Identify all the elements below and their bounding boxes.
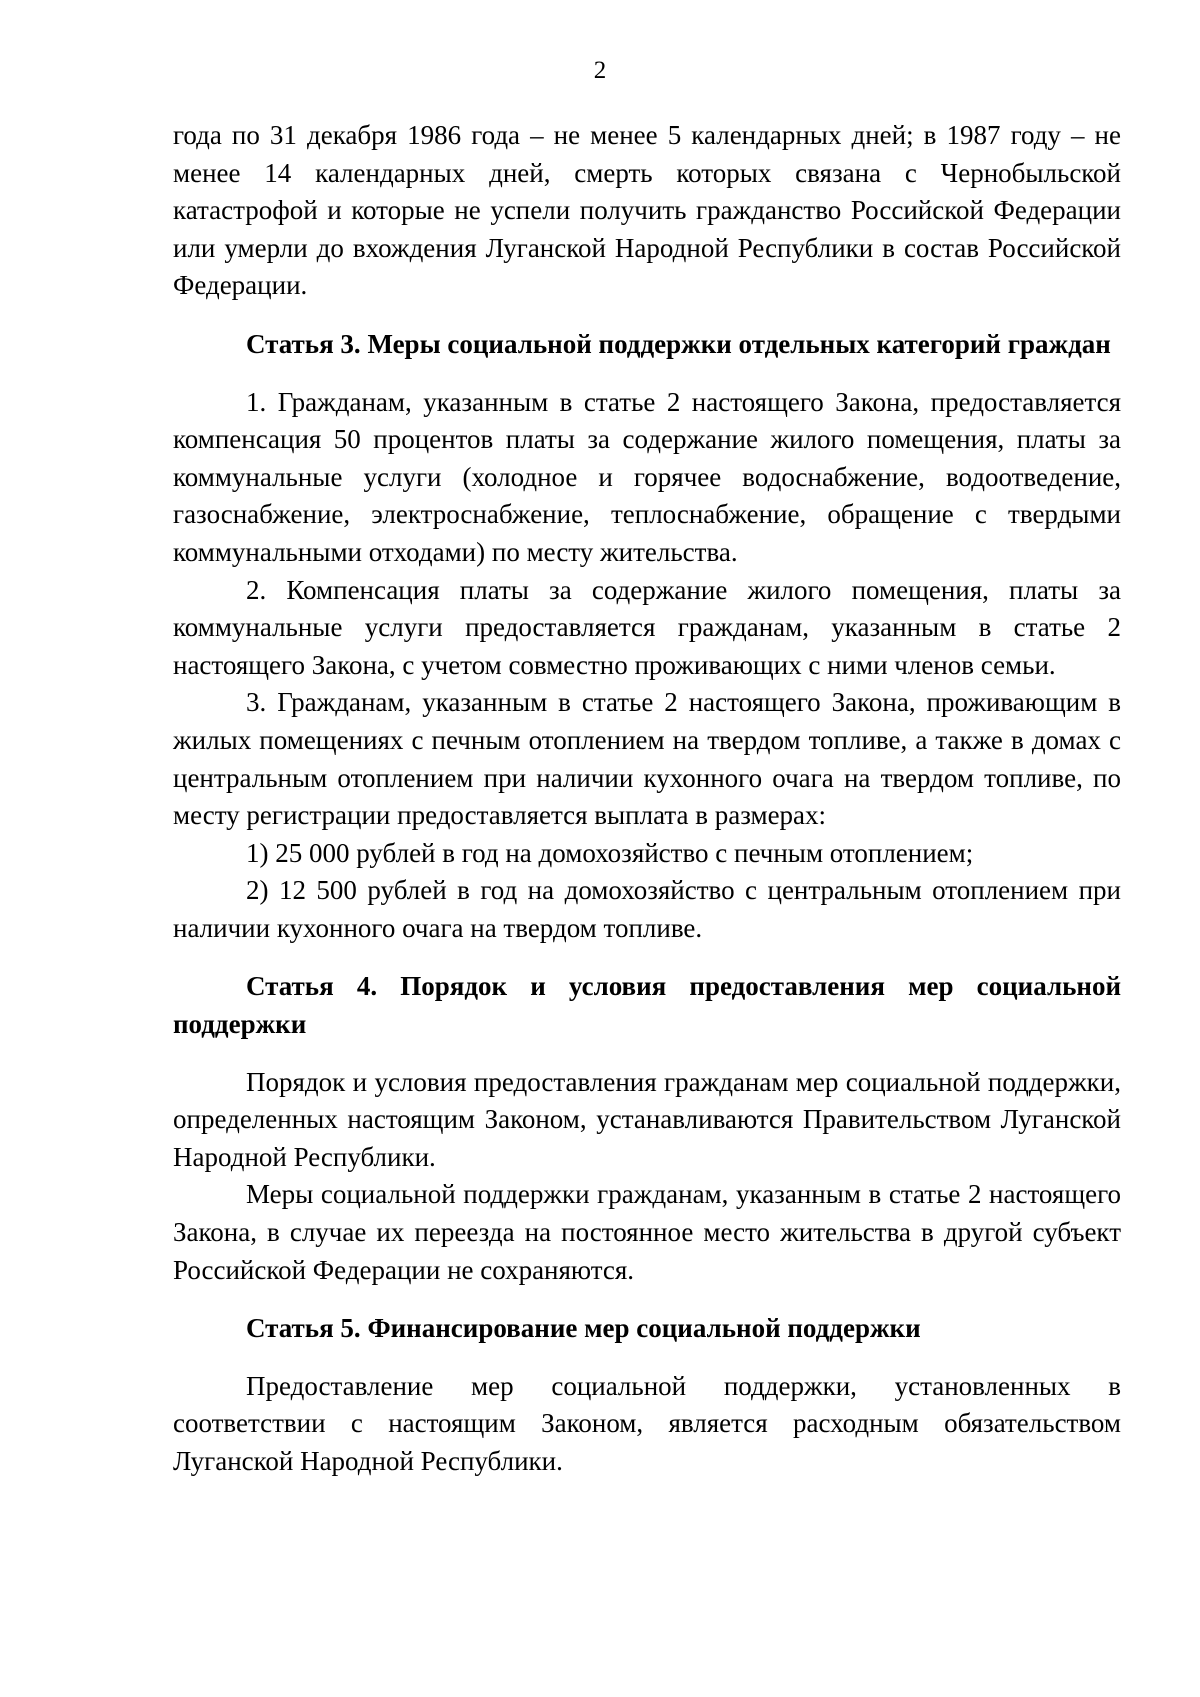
article-3-paragraph-1: 1. Гражданам, указанным в статье 2 настоящего Закона, предоставляется компенсация 50 процентов платы за содержание жилого помещения, платы за коммунальные услуги (холодное и горячее водоснабжение, водоотведение, газоснабжение, электроснабжение, теплоснабжение, обращение с твердыми коммунальными отходами) по месту жительства. bbox=[173, 386, 1121, 567]
article-5-number: Статья 5. bbox=[246, 1313, 361, 1344]
intro-paragraph: года по 31 декабря 1986 года – не менее 5 календарных дней; в 1987 году – не менее 14 календарных дней, смерть которых связана с Чернобыльской катастрофой и которые не успели получить гражданство Российской Федерации или умерли до вхождения Луганской Народной Республики в состав Российской Федерации. bbox=[173, 120, 1121, 301]
article-3-heading bbox=[173, 326, 1121, 364]
document-body bbox=[173, 117, 1121, 1481]
article-3-title: Меры социальной поддержки отдельных категорий граждан bbox=[367, 328, 1111, 359]
article-5-paragraph-1: Предоставление мер социальной поддержки, установленных в соответствии с настоящим Законом, является расходным обязательством Луганской Народной Республики. bbox=[173, 1370, 1121, 1476]
article-3-paragraph-3: 3. Гражданам, указанным в статье 2 настоящего Закона, проживающим в жилых помещениях с печным отоплением на твердом топливе, а также в домах с центральным отоплением при наличии кухонного очага на твердом топливе, по месту регистрации предоставляется выплата в размерах: bbox=[173, 687, 1121, 831]
article-3-item-1: 1) 25 000 рублей в год на домохозяйство с печным отоплением; bbox=[246, 837, 974, 868]
page-number: 2 bbox=[593, 57, 607, 84]
article-4-heading bbox=[173, 968, 1121, 1043]
article-5-title: Финансирование мер социальной поддержки bbox=[367, 1313, 921, 1344]
article-4-number: Статья 4. bbox=[246, 971, 378, 1002]
article-3-item-2: 2) 12 500 рублей в год на домохозяйство с центральным отоплением при наличии кухонного очага на твердом топливе. bbox=[173, 875, 1121, 943]
article-5-heading bbox=[173, 1310, 1121, 1348]
article-3-number: Статья 3. bbox=[246, 328, 361, 359]
article-4-paragraph-2: Меры социальной поддержки гражданам, указанным в статье 2 настоящего Закона, в случае их переезда на постоянное место жительства в другой субъект Российской Федерации не сохраняются. bbox=[173, 1179, 1121, 1285]
article-4-paragraph-1: Порядок и условия предоставления гражданам мер социальной поддержки, определенных настоящим Законом, устанавливаются Правительством Луганской Народной Республики. bbox=[173, 1066, 1121, 1172]
article-4-title: Порядок и условия предоставления мер социальной поддержки bbox=[173, 971, 1121, 1040]
article-3-paragraph-2: 2. Компенсация платы за содержание жилого помещения, платы за коммунальные услуги предоставляется гражданам, указанным в статье 2 настоящего Закона, с учетом совместно проживающих с ними членов семьи. bbox=[173, 574, 1121, 680]
